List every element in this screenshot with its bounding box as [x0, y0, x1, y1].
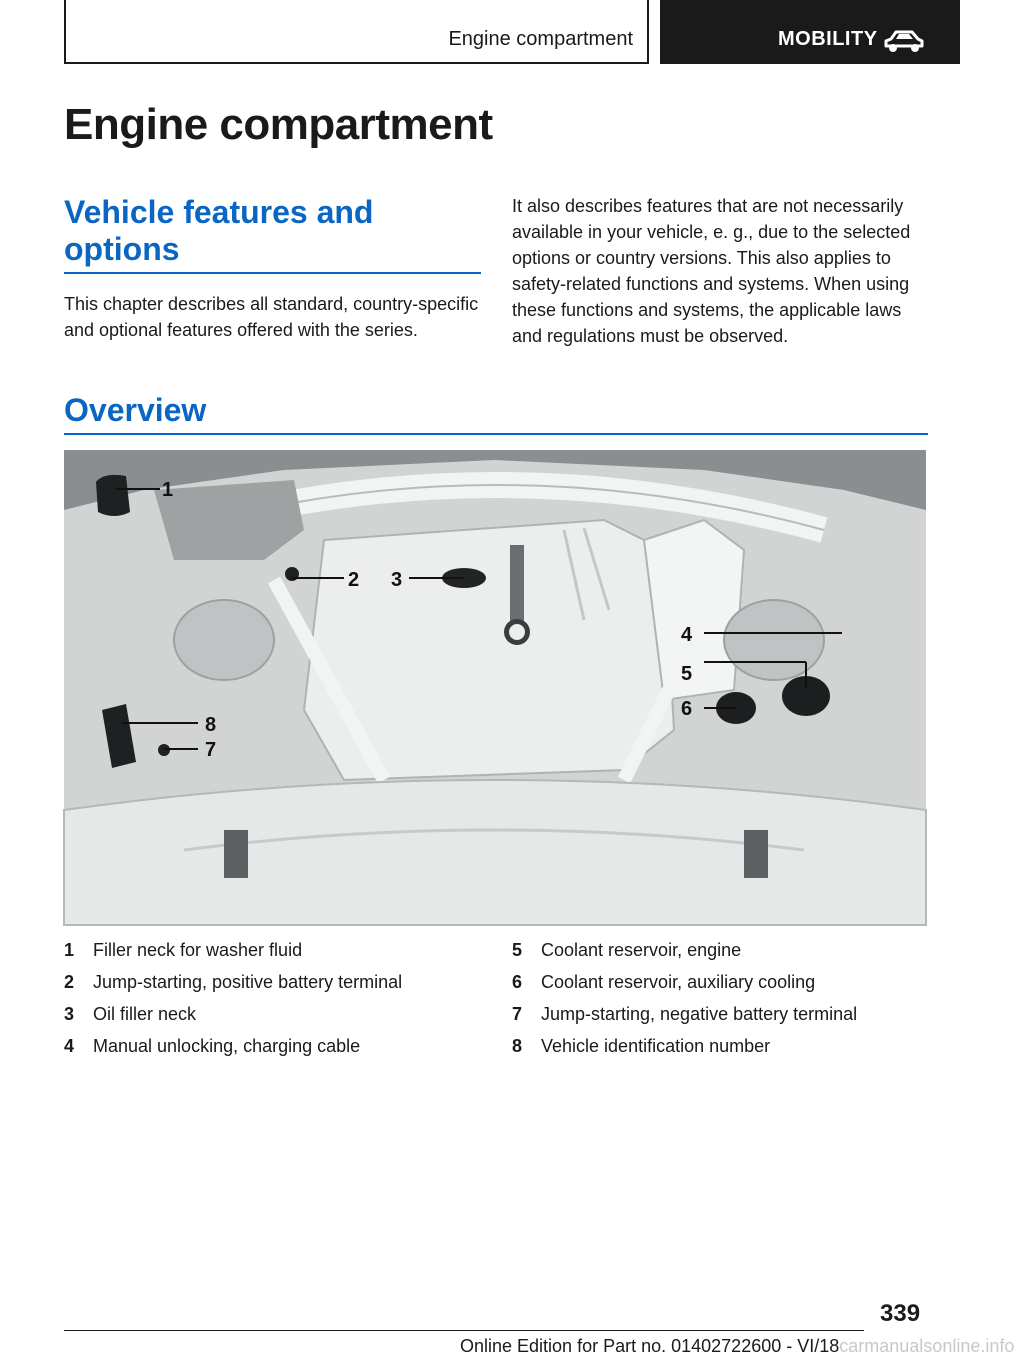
legend-number: 4	[64, 1036, 75, 1056]
car-icon	[882, 28, 926, 54]
footer-edition-line	[460, 1336, 1014, 1357]
overview-heading-rule	[64, 433, 928, 435]
legend-number: 5	[512, 940, 523, 960]
footer-edition: Online Edition for Part no. 01402722600 - VI/18	[460, 1336, 840, 1356]
callout-5: 5	[681, 663, 693, 685]
header-section-title: Engine compartment	[448, 28, 633, 50]
legend-text: Vehicle identification number	[541, 1036, 771, 1056]
page-number: 339	[880, 1300, 921, 1327]
overview-heading: Overview	[64, 392, 207, 428]
callout-3: 3	[391, 569, 403, 591]
legend-number: 1	[64, 940, 75, 960]
legend-number: 3	[64, 1004, 75, 1024]
features-heading-rule	[64, 272, 481, 274]
legend-number: 6	[512, 972, 523, 992]
callout-6: 6	[681, 698, 693, 720]
header-section-box	[64, 0, 649, 64]
footer-rule	[64, 1330, 864, 1331]
legend-number: 7	[512, 1004, 523, 1024]
legend-text: Jump-starting, positive battery terminal	[93, 972, 403, 992]
legend-text: Coolant reservoir, auxiliary cooling	[541, 972, 816, 992]
features-paragraph-left: This chapter describes all standard, country-specific and optional features offered with the series.	[64, 294, 479, 340]
features-heading: Vehicle features and options	[64, 194, 374, 267]
legend-number: 2	[64, 972, 75, 992]
legend-text: Filler neck for washer fluid	[93, 940, 303, 960]
legend-number: 8	[512, 1036, 523, 1056]
engine-compartment-illustration	[64, 450, 926, 925]
features-paragraph-right: It also describes features that are not necessarily available in your vehicle, e. g., due to the selected options or country versions. This also applies to safety-related functions and systems. When using these functions and systems, the applicable laws and regulations must be observed.	[512, 196, 911, 346]
callout-7: 7	[205, 739, 217, 761]
footer-watermark: carmanualsonline.info	[839, 1336, 1014, 1356]
legend-text: Coolant reservoir, engine	[541, 940, 742, 960]
callout-8: 8	[205, 714, 217, 736]
callout-2: 2	[348, 569, 360, 591]
callout-1: 1	[162, 479, 174, 501]
legend-text: Oil filler neck	[93, 1004, 197, 1024]
legend-text: Manual unlocking, charging cable	[93, 1036, 361, 1056]
legend-text: Jump-starting, negative battery terminal	[541, 1004, 858, 1024]
header-category-box[interactable]	[660, 0, 960, 64]
header-category-label: MOBILITY	[778, 28, 878, 50]
page-title: Engine compartment	[64, 100, 493, 149]
callout-4: 4	[681, 624, 693, 646]
